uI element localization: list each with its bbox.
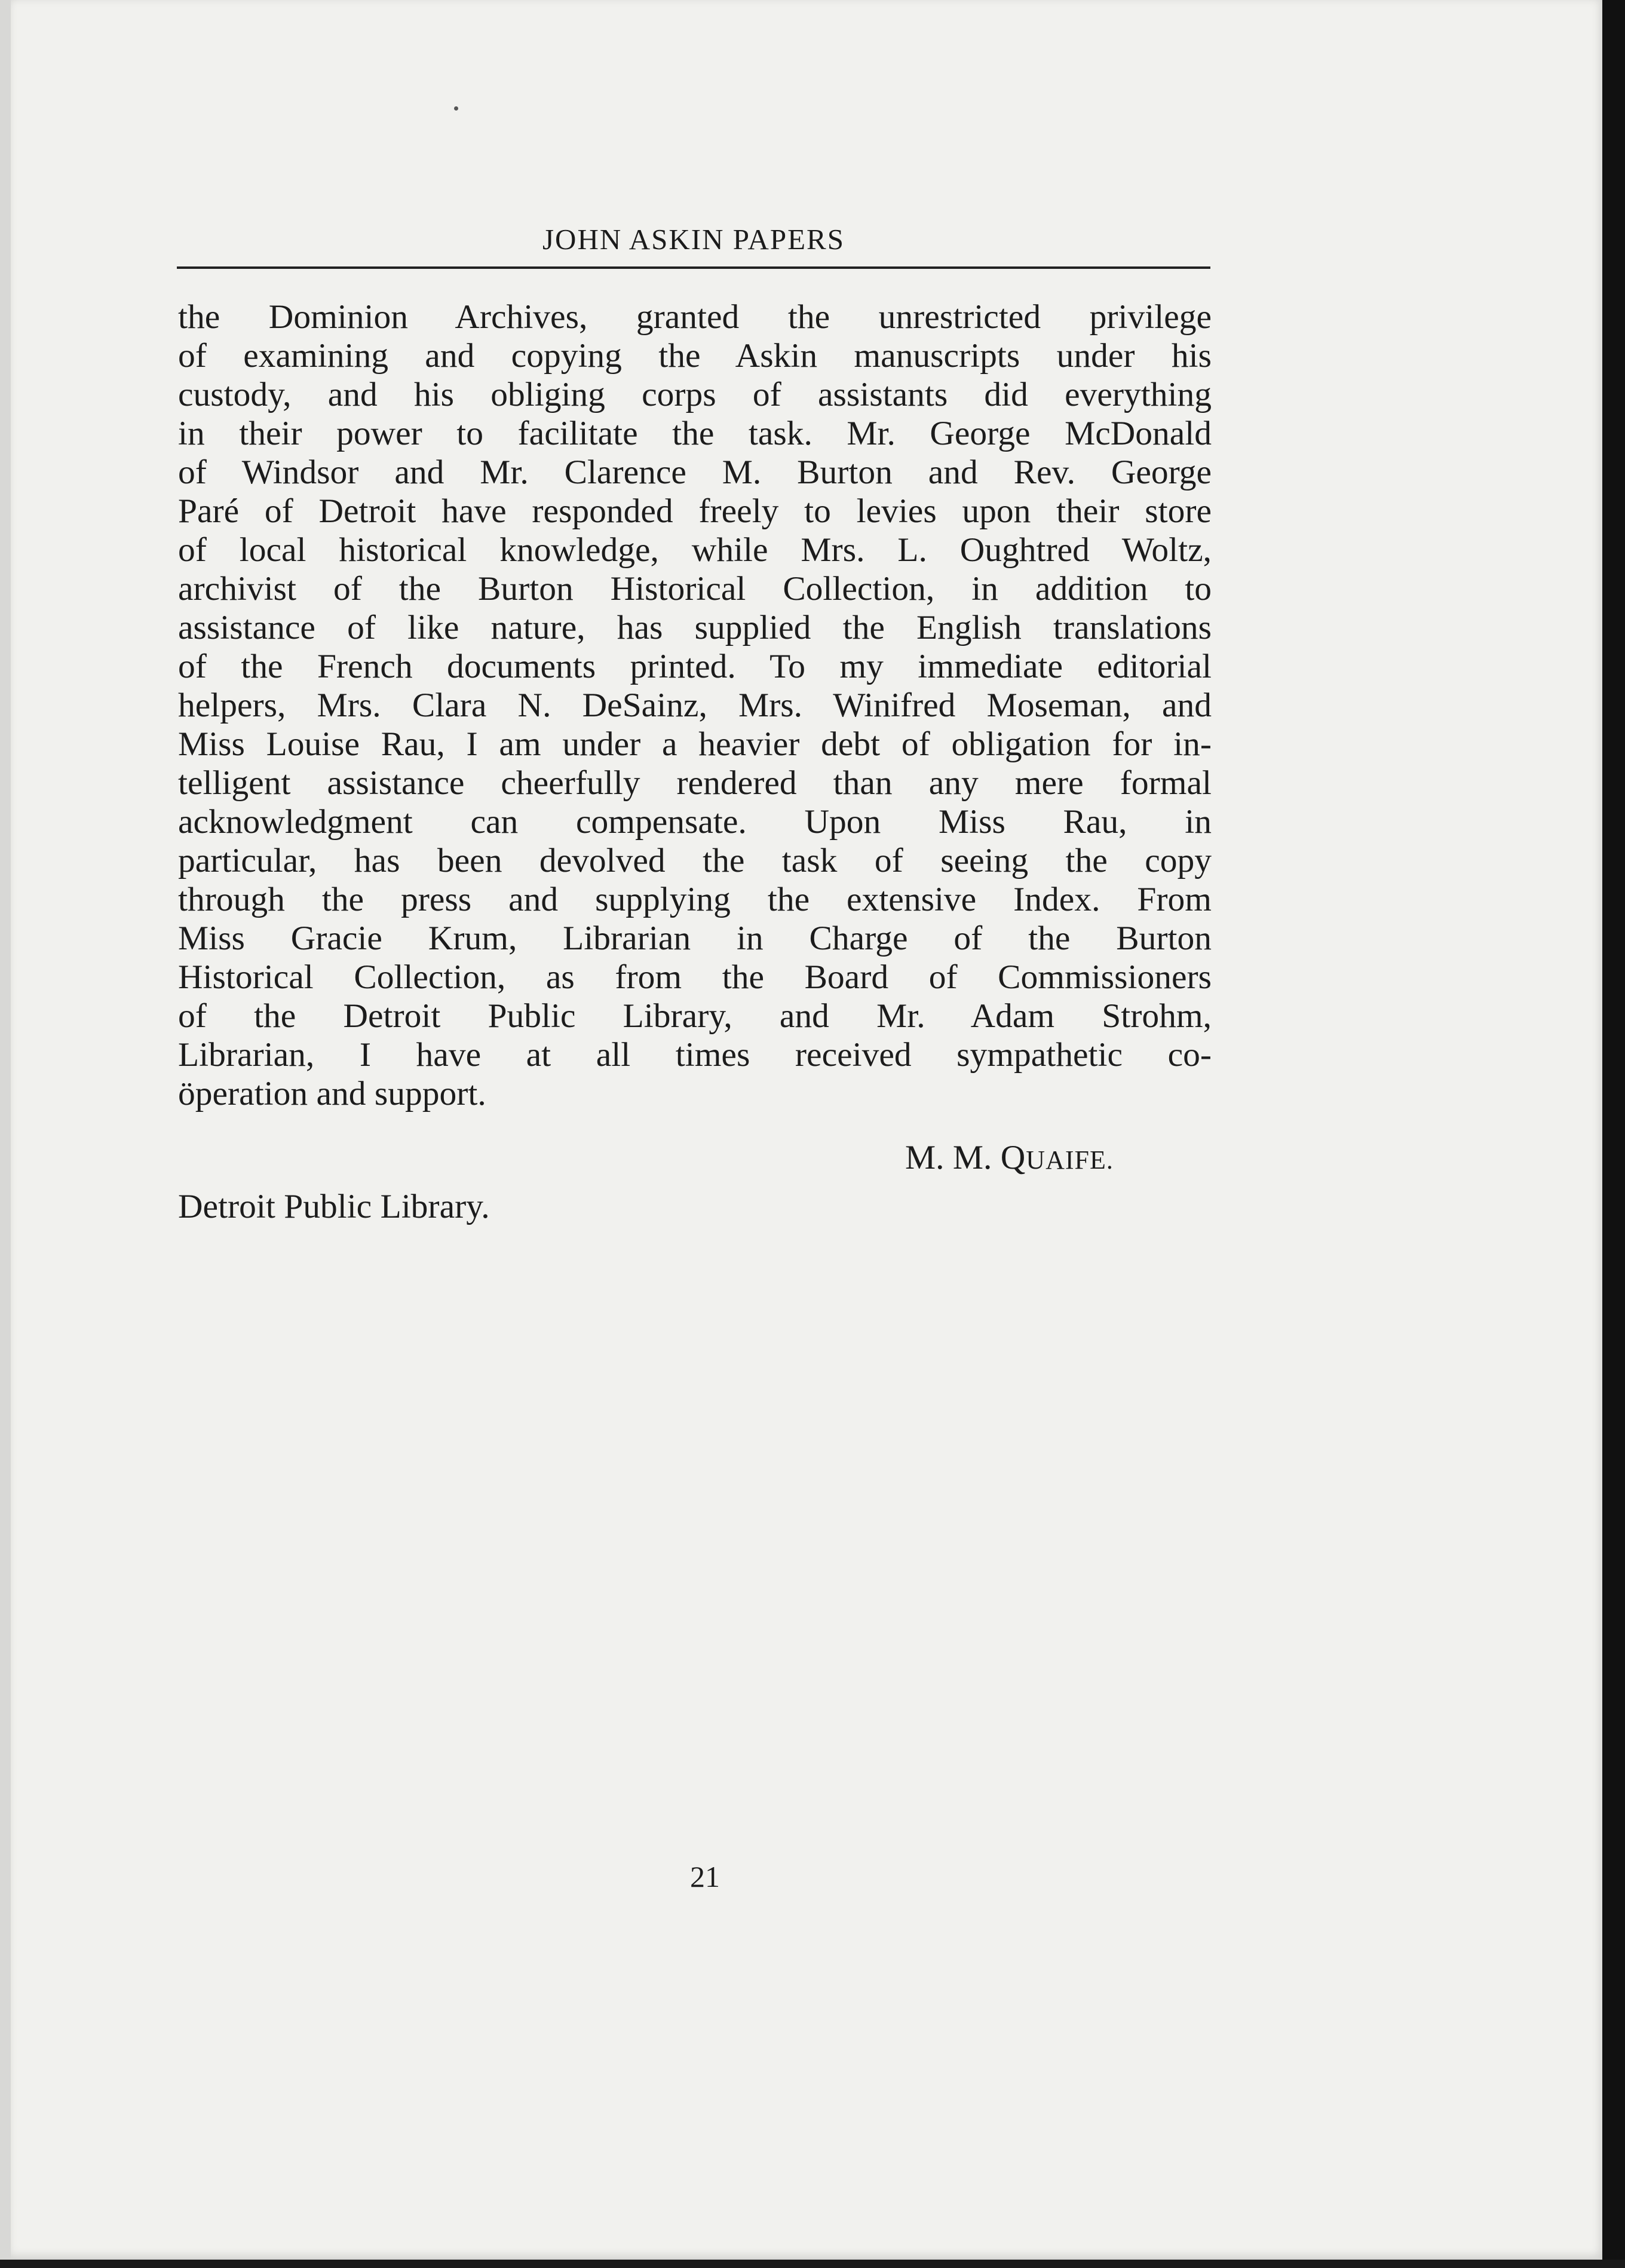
scan-edge-right: [1602, 0, 1625, 2268]
text-line: telligent assistance cheerfully rendered than any mere formal: [178, 764, 1212, 802]
text-line: helpers, Mrs. Clara N. DeSainz, Mrs. Winifred Moseman, and: [178, 686, 1212, 724]
text-line: Historical Collection, as from the Board of Commissioners: [178, 958, 1212, 996]
running-head: JOHN ASKIN PAPERS: [542, 223, 845, 256]
text-line: Librarian, I have at all times received sympathetic co-: [178, 1036, 1212, 1074]
author-signature: [905, 1138, 1192, 1179]
place-line: Detroit Public Library.: [178, 1188, 490, 1225]
text-line: Miss Louise Rau, I am under a heavier debt of obligation for in-: [178, 725, 1212, 763]
signature-initials: M. M.: [905, 1139, 992, 1176]
page-number: 21: [690, 1860, 720, 1893]
text-line: of examining and copying the Askin manuscripts under his: [178, 337, 1212, 375]
text-line: of the French documents printed. To my immediate editorial: [178, 648, 1212, 685]
text-line: Paré of Detroit have responded freely to levies upon their store: [178, 492, 1212, 530]
text-line: Miss Gracie Krum, Librarian in Charge of the Burton: [178, 920, 1212, 957]
text-line: of Windsor and Mr. Clarence M. Burton and Rev. George: [178, 453, 1212, 491]
text-line: assistance of like nature, has supplied the English translations: [178, 609, 1212, 646]
text-line: the Dominion Archives, granted the unrestricted privilege: [178, 298, 1212, 336]
text-line: of local historical knowledge, while Mrs. L. Oughtred Woltz,: [178, 531, 1212, 569]
paper-speck: [454, 106, 458, 111]
text-line: archivist of the Burton Historical Collection, in addition to: [178, 570, 1212, 608]
text-line: custody, and his obliging corps of assistants did everything: [178, 376, 1212, 413]
text-line: through the press and supplying the extensive Index. From: [178, 881, 1212, 918]
text-line: in their power to facilitate the task. Mr. George McDonald: [178, 415, 1212, 452]
text-line: acknowledgment can compensate. Upon Miss Rau, in: [178, 803, 1212, 841]
header-rule: [177, 266, 1210, 269]
scan-edge-bottom: [0, 2260, 1625, 2268]
text-line: particular, has been devolved the task of seeing the copy: [178, 842, 1212, 879]
signature-surname: QUAIFE.: [1000, 1139, 1114, 1176]
text-line: öperation and support.: [178, 1075, 486, 1112]
text-line: of the Detroit Public Library, and Mr. Adam Strohm,: [178, 997, 1212, 1035]
acknowledgment-paragraph: [178, 298, 1212, 1113]
